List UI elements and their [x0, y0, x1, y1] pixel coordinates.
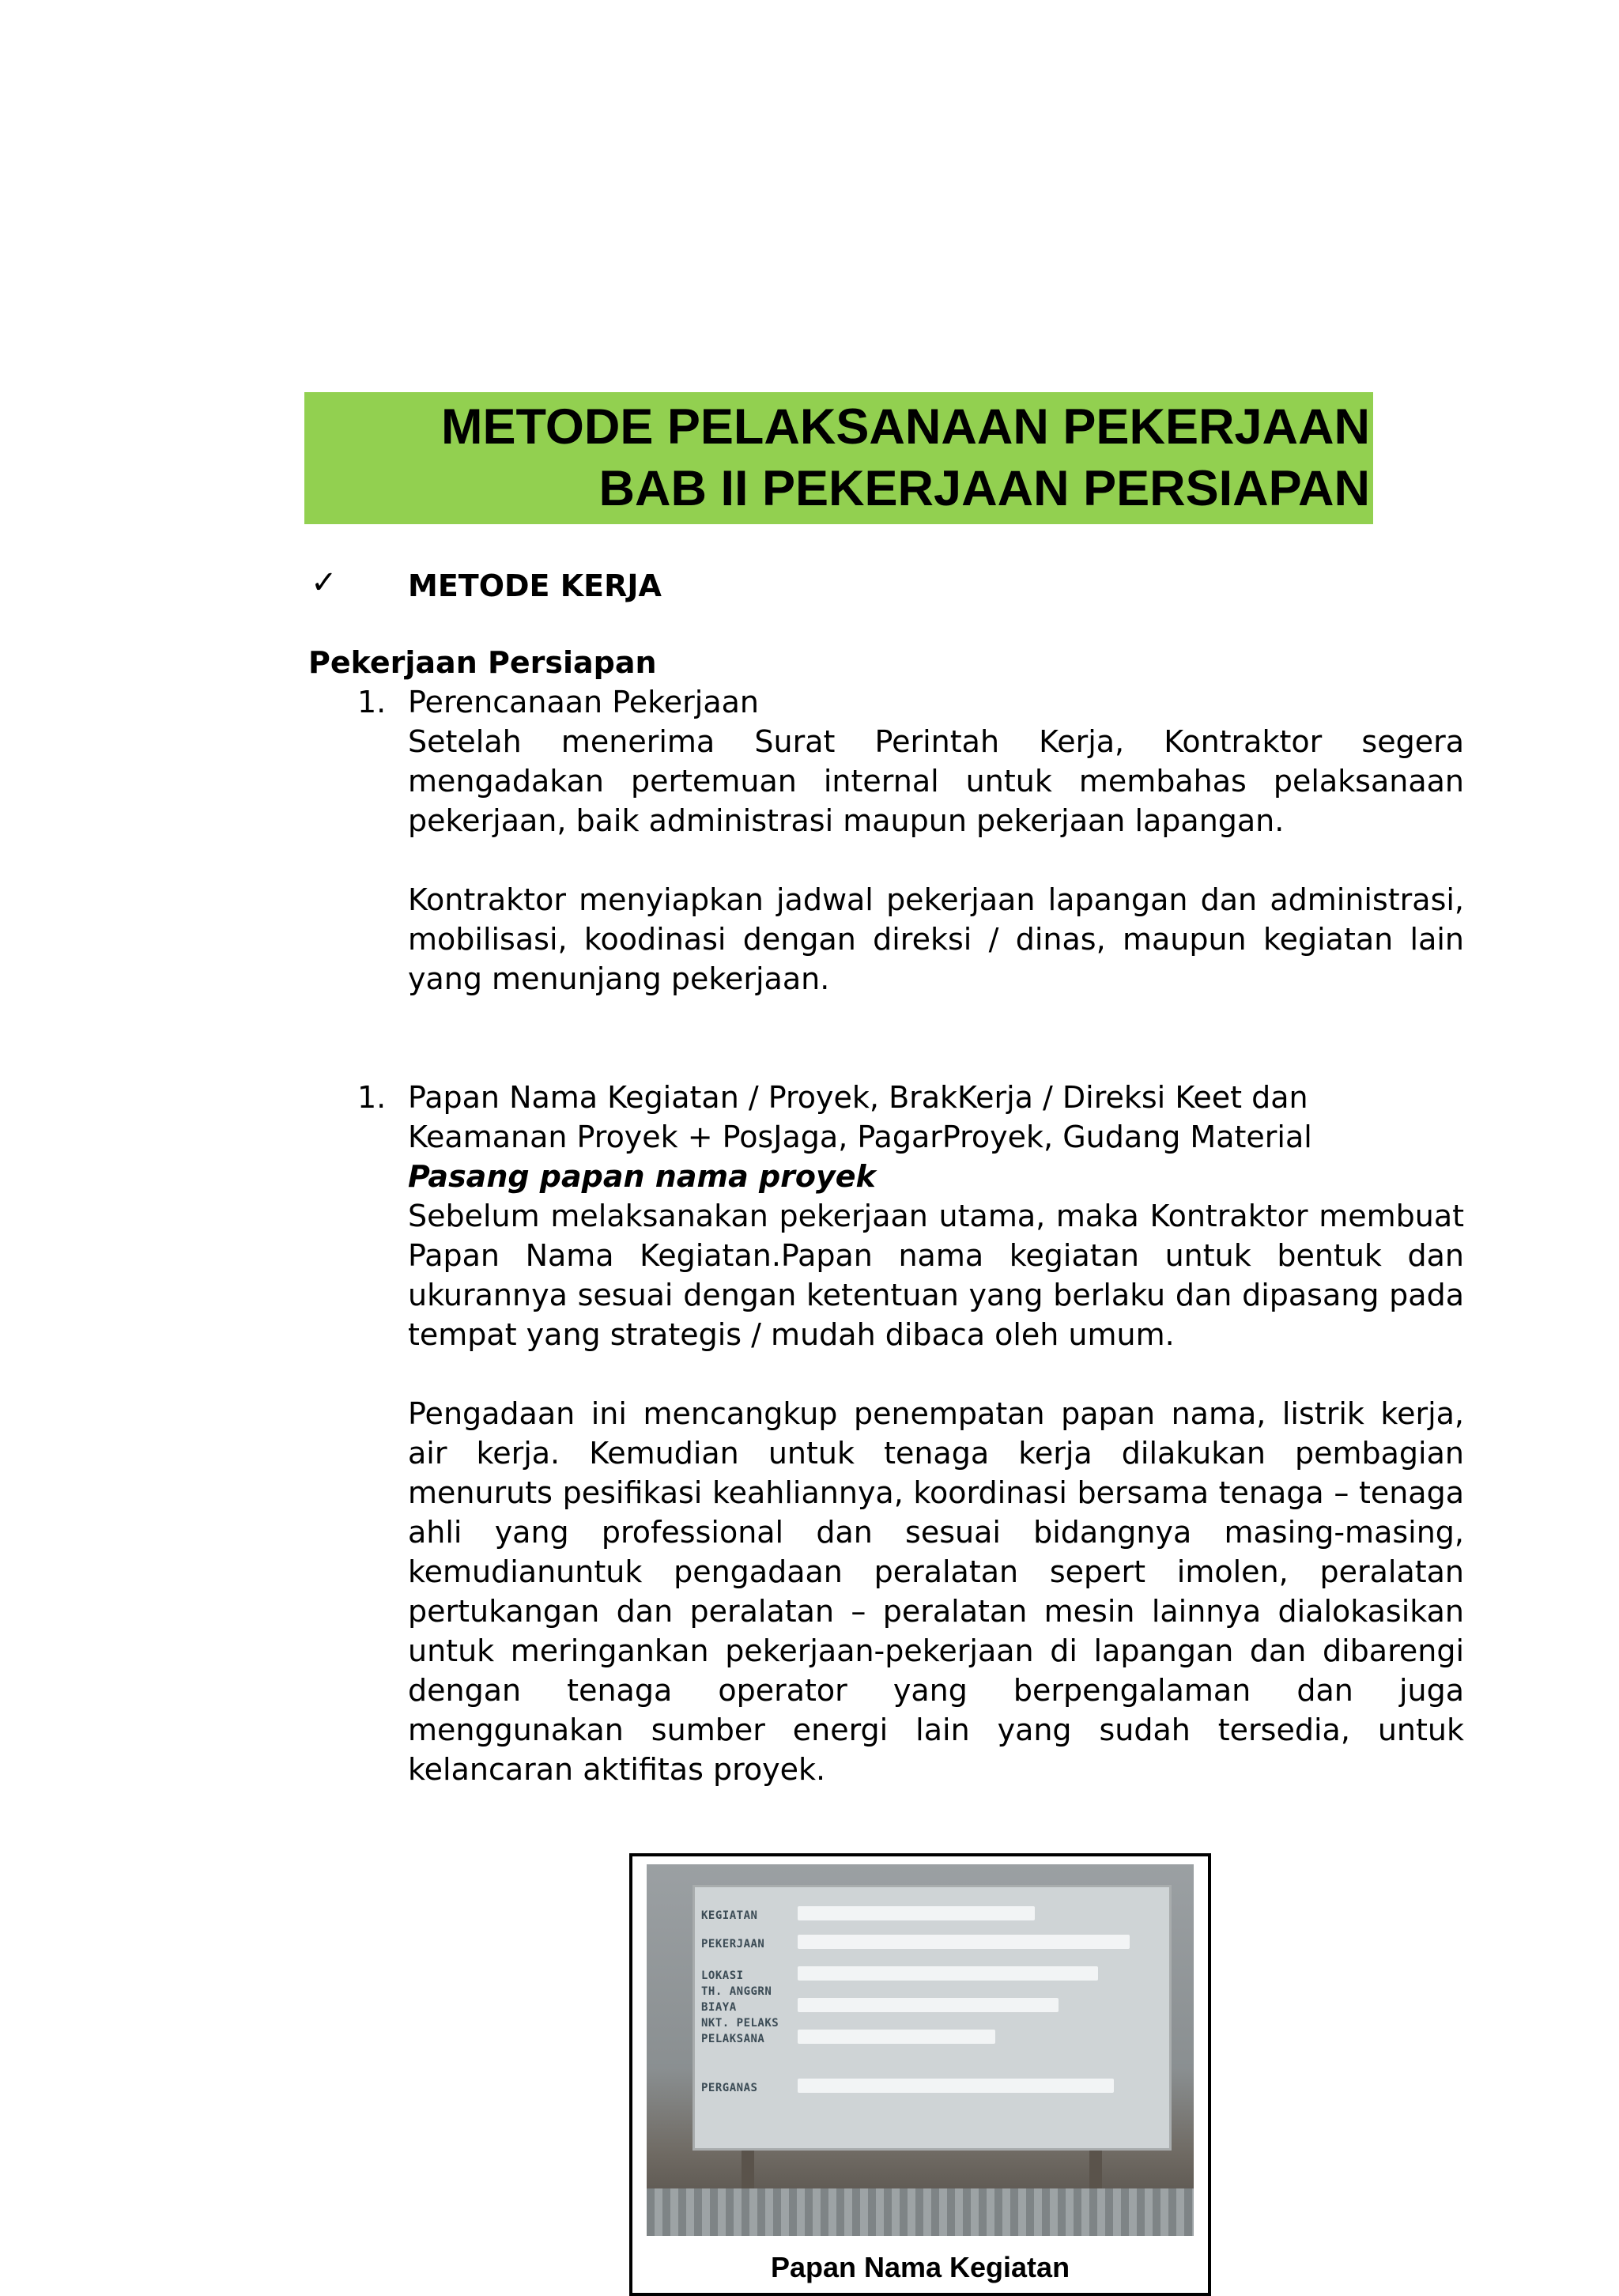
paragraph: Sebelum melaksanakan pekerjaan utama, maka Kontraktor membuat Papan Nama Kegiatan.Papan nama kegiatan untuk bentuk dan ukurannya sesuai dengan ketentuan yang berlaku dan dipasang pada tempat yang strategis / mudah dibaca oleh umum. — [408, 1199, 1464, 1352]
board-label: PEKERJAAN — [701, 1938, 765, 1950]
project-signboard-photo — [647, 1864, 1194, 2236]
redacted-bar — [798, 1966, 1098, 1981]
board-label: PERGANAS — [701, 2082, 758, 2094]
checkmark-icon: ✓ — [311, 565, 338, 601]
subheading: Pasang papan nama proyek — [408, 1159, 876, 1194]
chapter-title: BAB II PEKERJAAN PERSIAPAN — [598, 461, 1370, 516]
list-number: 1. — [357, 685, 387, 719]
checklist-label: METODE KERJA — [408, 568, 662, 603]
section-heading: Pekerjaan Persiapan — [308, 645, 657, 680]
fence — [647, 2188, 1194, 2236]
board-label: NKT. PELAKS — [701, 2017, 779, 2030]
board-label: KEGIATAN — [701, 1909, 758, 1922]
signboard — [693, 1885, 1172, 2151]
board-label: LOKASI — [701, 1969, 744, 1982]
paragraph: Setelah menerima Surat Perintah Kerja, Kontraktor segera mengadakan pertemuan internal untuk membahas pelaksanaan pekerjaan, baik administrasi maupun pekerjaan lapangan. — [408, 724, 1464, 838]
figure-caption: Papan Nama Kegiatan — [770, 2251, 1070, 2283]
board-label: TH. ANGGRN — [701, 1985, 772, 1998]
redacted-bar — [798, 2030, 995, 2044]
list-number: 1. — [357, 1080, 387, 1115]
title-banner — [304, 392, 1373, 524]
board-label: BIAYA — [701, 2001, 737, 2014]
redacted-bar — [798, 1998, 1059, 2012]
paragraph: Pengadaan ini mencangkup penempatan papan nama, listrik kerja, air kerja. Kemudian untuk tenaga kerja dilakukan pembagian menuruts pesifikasi keahliannya, koordinasi bersama tenaga – tenaga ahli yang professional dan sesuai bidangnya masing-masing, kemudianuntuk pengadaan peralatan sepert imolen, peralatan pertukangan dan peralatan – peralatan mesin lainnya dialokasikan untuk meringankan pekerjaan-pekerjaan di lapangan dan dibarengi dengan tenaga operator yang berpengalaman dan juga menggunakan sumber energi lain yang sudah tersedia, untuk kelancaran aktifitas proyek. — [408, 1396, 1464, 1787]
redacted-bar — [798, 2079, 1114, 2093]
list-item-title: Papan Nama Kegiatan / Proyek, BrakKerja / Direksi Keet dan Keamanan Proyek + PosJaga, PagarProyek, Gudang Material — [408, 1080, 1312, 1154]
redacted-bar — [798, 1906, 1035, 1920]
paragraph: Kontraktor menyiapkan jadwal pekerjaan lapangan dan administrasi, mobilisasi, koodinasi dengan direksi / dinas, maupun kegiatan lain yang menunjang pekerjaan. — [408, 882, 1464, 996]
figure-frame — [629, 1853, 1211, 2296]
redacted-bar — [798, 1935, 1130, 1949]
board-label: PELAKSANA — [701, 2033, 765, 2045]
list-item-title: Perencanaan Pekerjaan — [408, 685, 759, 719]
document-title: METODE PELAKSANAAN PEKERJAAN — [441, 399, 1370, 455]
